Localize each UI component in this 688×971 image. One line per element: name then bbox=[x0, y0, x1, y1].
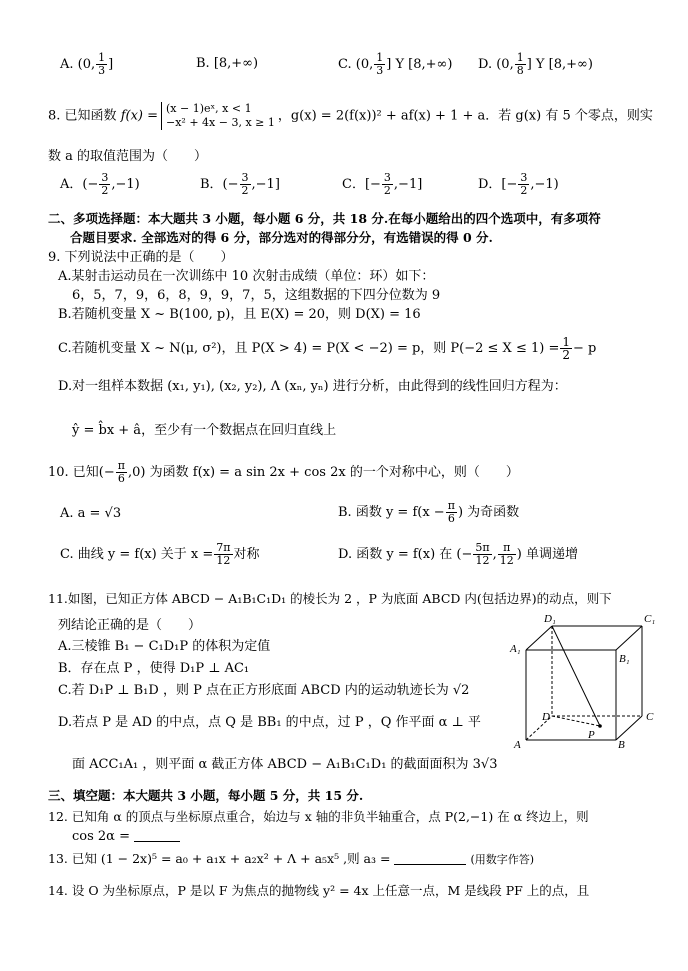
label-b: B bbox=[618, 739, 625, 750]
q11-option-a: A.三棱锥 B₁ − C₁D₁P 的体积为定值 bbox=[58, 639, 271, 654]
q13-stem: 13. 已知 (1 − 2x)⁵ = a₀ + a₁x + a₂x² + Λ + a₅x⁵ ,则 a₃ = (用数字作答) bbox=[48, 851, 535, 866]
q8-option-a: A．(− $\frac{3}{2}$ ,−1) bbox=[60, 171, 140, 197]
q9-option-b: B.若随机变量 X ~ B(100, p)，且 E(X) = 20，则 D(X) = 16 bbox=[58, 307, 421, 322]
q9-option-d: D.对一组样本数据 (x₁, y₁), (x₂, y₂), Λ (xₙ, yₙ) 进行分析，由此得到的线性回归方程为： bbox=[58, 379, 567, 394]
label-d: D bbox=[542, 711, 550, 723]
q10-option-b: B. 函数 y = f(x − $\frac{\pi}{6}$ ) 为奇函数 bbox=[338, 499, 520, 525]
q10-option-a: A. a = √3 bbox=[60, 506, 122, 521]
q11-option-d-line2: 面 ACC₁A₁ ，则平面 α 截正方体 ABCD − A₁B₁C₁D₁ 的截面面积为 3√3 bbox=[72, 757, 498, 772]
q11-stem-line2: 列结论正确的是（ ） bbox=[58, 618, 202, 633]
section-3-heading: 三、填空题：本大题共 3 小题，每小题 5 分，共 15 分. bbox=[48, 788, 364, 803]
label-p: P bbox=[588, 729, 595, 741]
q10-option-c: C. 曲线 y = f(x) 关于 x = $\frac{7\pi}{12}$ 对称 bbox=[60, 541, 260, 567]
cube-figure bbox=[508, 610, 668, 750]
q8-stem: 8. 已知函数 f(x) = (x − 1)eˣ, x < 1 −x² + 4x − 3, x ≥ 1 ，g(x) = 2(f(x))² + af(x) + 1 + a．若 g(x) 有 5 个零点，则实 bbox=[48, 102, 653, 129]
section-2-heading: 二、多项选择题：本大题共 3 小题，每小题 6 分，共 18 分.在每小题给出的四个选项中，有多项符 bbox=[48, 211, 601, 226]
label-a1: A₁ bbox=[510, 643, 521, 655]
q7-option-a: A. (0, $\frac{1}{3}$ ] bbox=[60, 51, 114, 77]
piecewise-brace: (x − 1)eˣ, x < 1 −x² + 4x − 3, x ≥ 1 bbox=[161, 102, 275, 130]
q8-option-c: C．[− $\frac{3}{2}$ ,−1] bbox=[342, 171, 423, 197]
q11-option-d: D.若点 P 是 AD 的中点，点 Q 是 BB₁ 的中点，过 P ，Q 作平面 α ⊥ 平 bbox=[58, 715, 481, 730]
q7-option-b: B. [8,+∞) bbox=[196, 56, 259, 71]
q12-stem-line2: cos 2α = bbox=[72, 828, 180, 846]
q9-option-c: C.若随机变量 X ~ N(μ, σ²)，且 P(X > 4) = P(X < −2) = p，则 P(−2 ≤ X ≤ 1) = $\frac{1}{2}$ − p bbox=[58, 335, 597, 362]
section-2-heading-line2: 合题目要求. 全部选对的得 6 分，部分选对的得部分分，有选错误的得 0 分. bbox=[70, 230, 493, 245]
q8-stem-line2: 数 a 的取值范围为（ ） bbox=[48, 149, 208, 164]
q12-stem: 12. 已知角 α 的顶点与坐标原点重合，始边与 x 轴的非负半轴重合，点 P(2,−1) 在 α 终边上，则 bbox=[48, 809, 589, 824]
q9-title: 9. 下列说法中正确的是（ ） bbox=[48, 250, 234, 265]
label-b1: B₁ bbox=[619, 653, 630, 665]
q10-option-d: D. 函数 y = f(x) 在 (− $\frac{5\pi}{12}$ , $\frac{\pi}{12}$ ) 单调递增 bbox=[338, 541, 578, 567]
label-d1: D₁ bbox=[544, 613, 556, 625]
label-c1: C₁ bbox=[644, 613, 656, 625]
q12-answer-blank[interactable] bbox=[134, 841, 180, 842]
q13-answer-blank[interactable] bbox=[394, 864, 466, 865]
q11-stem: 11.如图，已知正方体 ABCD − A₁B₁C₁D₁ 的棱长为 2 ，P 为底面 ABCD 内(包括边界)的动点，则下 bbox=[48, 591, 612, 606]
q11-option-b: B．存在点 P ，使得 D₁P ⊥ AC₁ bbox=[58, 661, 250, 676]
q10-stem: 10. 已知(− $\frac{\pi}{6}$ ,0) 为函数 f(x) = a sin 2x + cos 2x 的一个对称中心，则（ ） bbox=[48, 459, 519, 485]
label-c: C bbox=[646, 711, 654, 723]
q14-stem: 14. 设 O 为坐标原点，P 是以 F 为焦点的抛物线 y² = 4x 上任意一点，M 是线段 PF 上的点，且 bbox=[48, 883, 590, 898]
q9-option-a: A.某射击运动员在一次训练中 10 次射击成绩（单位：环）如下： bbox=[58, 269, 435, 284]
q9-option-d-line2: ŷ = b̂x + â，至少有一个数据点在回归直线上 bbox=[72, 423, 337, 438]
label-a: A bbox=[514, 739, 521, 750]
q8-option-d: D．[− $\frac{3}{2}$ ,−1) bbox=[478, 171, 559, 197]
q7-option-d: D. (0, $\frac{1}{8}$ ] Y [8,+∞) bbox=[478, 51, 593, 77]
q8-option-b: B．(− $\frac{3}{2}$ ,−1] bbox=[200, 171, 280, 197]
q11-option-c: C.若 D₁P ⊥ B₁D ，则 P 点在正方形底面 ABCD 内的运动轨迹长为 √2 bbox=[58, 683, 470, 698]
q9-option-a-data: 6，5，7，9，6，8，9，9，7，5，这组数据的下四分位数为 9 bbox=[72, 288, 441, 303]
q7-option-c: C. (0, $\frac{1}{3}$ ] Y [8,+∞) bbox=[338, 51, 453, 77]
